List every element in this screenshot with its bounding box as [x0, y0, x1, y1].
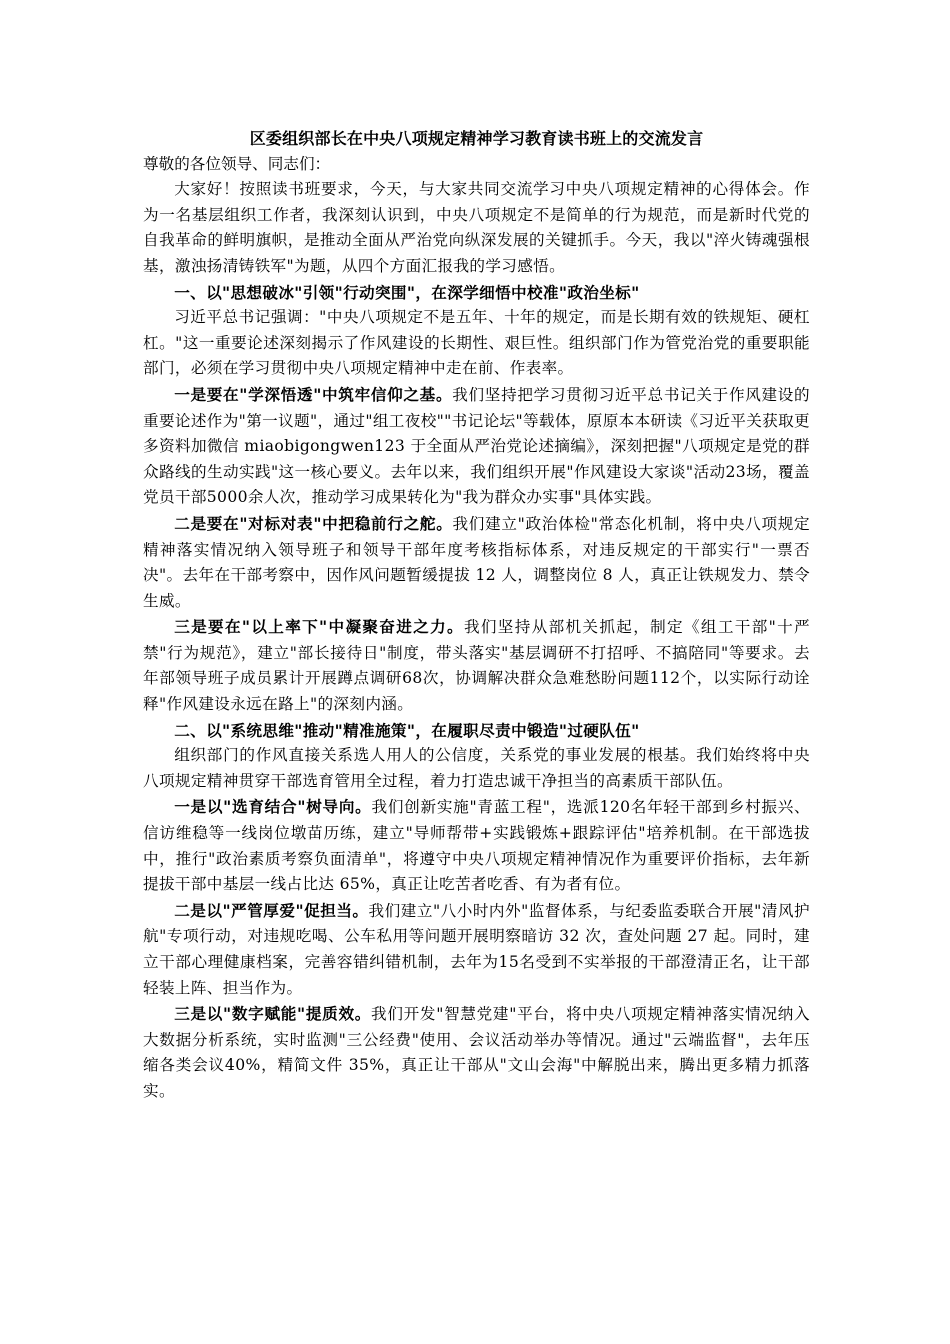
section-2-intro: 组织部门的作风直接关系选人用人的公信度，关系党的事业发展的根基。我们始终将中央八项规定精神贯穿干部选育管用全过程，着力打造忠诚干净担当的高素质干部队伍。 [143, 746, 810, 790]
section-1-intro: 习近平总书记强调："中央八项规定不是五年、十年的规定，而是长期有效的铁规矩、硬杠杠。"这一重要论述深刻揭示了作风建设的长期性、艰巨性。组织部门作为管党治党的重要职能部门，必须在学习贯彻中央八项规定精神中走在前、作表率。 [143, 308, 810, 378]
section-2-item-1-text: 我们创新实施"青蓝工程"，选派120名年轻干部到乡村振兴、信访维稳等一线岗位墩苗历练，建立"导师帮带+实践锻炼+跟踪评估"培养机制。在干部选拔中，推行"政治素质考察负面清单"，将遵守中央八项规定精神情况作为重要评价指标，去年新提拔干部中基层一线占比达 65%，真正让吃苦者吃香、有为者有位。 [143, 798, 810, 894]
section-1-item-1 [143, 382, 810, 511]
section-1-item-3-lead: 三是要在"以上率下"中凝聚奋进之力。 [174, 617, 464, 637]
section-2-item-3-lead: 三是以"数字赋能"提质效。 [174, 1004, 372, 1024]
section-1-item-3-text: 我们坚持从部机关抓起，制定《组工干部"十严禁"行为规范》，建立"部长接待日"制度，带头落实"基层调研不打招呼、不搞陪同"等要求。去年部领导班子成员累计开展蹲点调研68次，协调解决群众急难愁盼问题112个，以实际行动诠释"作风建设永远在路上"的深刻内涵。 [143, 618, 811, 714]
intro-paragraph: 大家好！按照读书班要求，今天，与大家共同交流学习中央八项规定精神的心得体会。作为一名基层组织工作者，我深刻认识到，中央八项规定不是简单的行为规范，而是新时代党的自我革命的鲜明旗帜，是推动全面从严治党向纵深发展的关键抓手。今天，我以"淬火铸魂强根基，激浊扬清铸铁军"为题，从四个方面汇报我的学习感悟。 [143, 180, 810, 275]
section-2-item-2-text: 我们建立"八小时内外"监督体系，与纪委监委联合开展"清风护航"专项行动，对违规吃喝、公车私用等问题开展明察暗访 32 次，查处问题 27 起。同时，建立干部心理健康档案，完善容错纠错机制，去年为15名受到不实举报的干部澄清正名，让干部轻装上阵、担当作为。 [143, 901, 810, 997]
section-1-heading: 一、以"思想破冰"引领"行动突围"，在深学细悟中校准"政治坐标" [174, 282, 640, 302]
section-2-item-3 [143, 1001, 810, 1104]
section-1-item-2-lead: 二是要在"对标对表"中把稳前行之舵。 [174, 513, 453, 533]
section-2-item-3-text: 我们开发"智慧党建"平台，将中央八项规定精神落实情况纳入大数据分析系统，实时监测"三公经费"使用、会议活动举办等情况。通过"云端监督"，去年压缩各类会议40%，精简文件 35%，真正让干部从"文山会海"中解脱出来，腾出更多精力抓落实。 [143, 1005, 810, 1100]
section-2-item-1-lead: 一是以"选育结合"树导向。 [174, 797, 372, 817]
section-2-heading: 二、以"系统思维"推动"精准施策"，在履职尽责中锻造"过硬队伍" [174, 720, 640, 740]
section-2-item-2 [143, 898, 810, 1001]
section-1-item-2 [143, 511, 810, 614]
section-1-item-3 [143, 614, 810, 717]
document-page [143, 126, 810, 1105]
section-1-item-1-lead: 一是要在"学深悟透"中筑牢信仰之基。 [174, 384, 453, 404]
document-title: 区委组织部长在中央八项规定精神学习教育读书班上的交流发言 [249, 129, 704, 148]
salutation: 尊敬的各位领导、同志们： [143, 154, 331, 173]
section-2-item-1 [143, 794, 810, 897]
section-1-item-2-text: 我们建立"政治体检"常态化机制，将中央八项规定精神落实情况纳入领导班子和领导干部年度考核指标体系，对违反规定的干部实行"一票否决"。去年在干部考察中，因作风问题暂缓提拔 12 人，调整岗位 8 人，真正让铁规发力、禁令生威。 [143, 514, 810, 610]
section-1-item-1-text: 我们坚持把学习贯彻习近平总书记关于作风建设的重要论述作为"第一议题"，通过"组工夜校""书记论坛"等载体，原原本本研读《习近平关获取更多资料加微信 miaobigongwen123 于全面从严治党论述摘编》，深刻把握"八项规定是党的群众路线的生动实践"这一核心要义。去年以来，我们组织开展"作风建设大家谈"活动23场，覆盖党员干部5000余人次，推动学习成果转化为"我为群众办实事"具体实践。 [143, 385, 810, 507]
section-2-item-2-lead: 二是以"严管厚爱"促担当。 [174, 900, 369, 920]
